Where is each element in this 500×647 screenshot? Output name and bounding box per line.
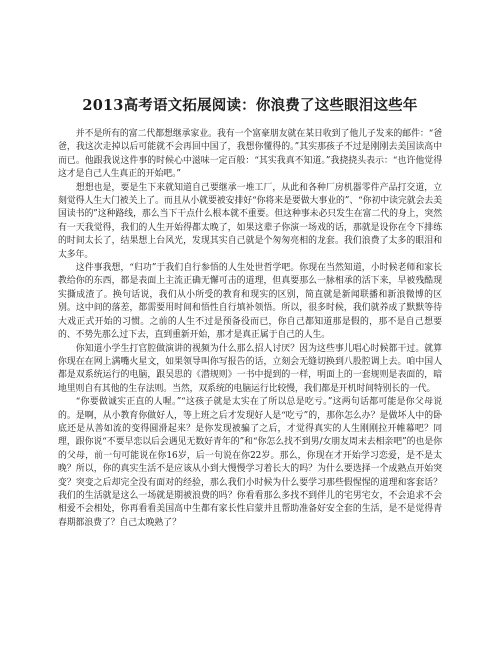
paragraph: 并不是所有的富二代都想继承家业。我有一个富豪朋友就在某日收到了他儿子发来的邮件：“爸爸，我这次走掉以后可能就不会再回中国了，我想你懂得的。”其实那孩子不过是刚刚去美国读高中而已。他跟我说这件事的时候心中滋味一定百般：“其实我真不知道。”我挠挠头表示：“也许他觉得这才是自己人生真正的开始吧。”: [58, 129, 442, 180]
paragraph: 这件事我想，“归功”于我们自行参悟的人生处世哲学吧。你现在当然知道，小时候老师和家长教给你的东西，都是表面上主流正确无懈可击的道理，但真要那么一脉相承的活下来，早被残酷现实撕成渣了。换句话说，我们从小所受的教育和现实的区别，简直就是新闻联播和新浪微博的区别。这中间的落差，都需要用时间和悟性自行填补领悟。所以，很多时候，我们就养成了默默等待大戏正式开始的习惯。之前的人生不过是预备役而已，你自己都知道那是假的，那不是自己想要的、不势先那么过下去，直到重新开始，那才是真正属于自己的人生。: [58, 263, 442, 341]
paragraph: “你要做诚实正直的人喔。”“这孩子就是太实在了所以总是吃亏。”这两句话都可能是你父母说的。是啊，从小教育你做好人，等上班之后才发现好人是“吃亏”的，那你怎么办？是做坏人中的卧底还是从善如流的变得圆滑起来？是你发现被骗了之后，才觉得真实的人生刚刚拉开帷幕吧？同理，跟你说“不要早恋以后会遇见无数好青年的”和“你怎么找不到男/女朋友周末去相亲吧”的也是你的父母，前一句可能说在你16岁，后一句说在你22岁。那么，你现在才开始学习恋爱，是不是太晚？所以，你的真实生活不是应该从小到大慢慢学习着长大的吗？为什么要选择一个成熟点开始突变？突变之后却完全没有面对的经验，那么我们小时候为什么要学习那些假惺惺的道理和客套话？我们的生活就是这么一场就是期被浪费的吗？你看看那么多找不到伴儿的宅男宅女，不会追求不会相爱不会相处，你再看看美国高中生都有家长性启蒙并且帮助准备好安全套的生活，是不是觉得青春期都浪费了？自己太晚熟了？: [58, 397, 442, 528]
document-title: 2013高考语文拓展阅读：你浪费了这些眼泪这些年: [82, 97, 418, 114]
paragraph: 你知道小学生打官腔做演讲的视频为什么那么招人讨厌？因为这些事儿唱心时候都干过。就算你现在在网上满嘴火星文，如果领导叫你写报告的话，立刻会无缝切换到八股腔调上去。咱中国人都是双系统运行的电脑，跟吴思的《潜规则》一书中提到的一样，明面上的一套规则是表面的，暗地里则自有其他的生存法则。当然，双系统的电脑运行比较慢，我们都是开机时间特别长的一代。: [58, 343, 442, 394]
document-body: [58, 128, 442, 530]
paragraph: 想想也是，要是生下来就知道自己要继承一堆工厂，从此和各种厂房机器零件产品打交道，立刻觉得人生大门被关上了。而且从小就要被安排好“你将来是要做大事业的”、“你初中读完就会去美国读书的”这种路线，那么当下干点什么根本就不重要。但这种事未必只发生在富二代的身上，突然有一天我觉得，我们的人生开始得都太晚了，如果这辈子你演一场戏的话，那就是设你在令下排练的时间太长了，结果想上台风光，发现其实自己就是个匆匆亮相的龙套。我们浪费了太多的眼泪和太多年。: [58, 182, 442, 260]
